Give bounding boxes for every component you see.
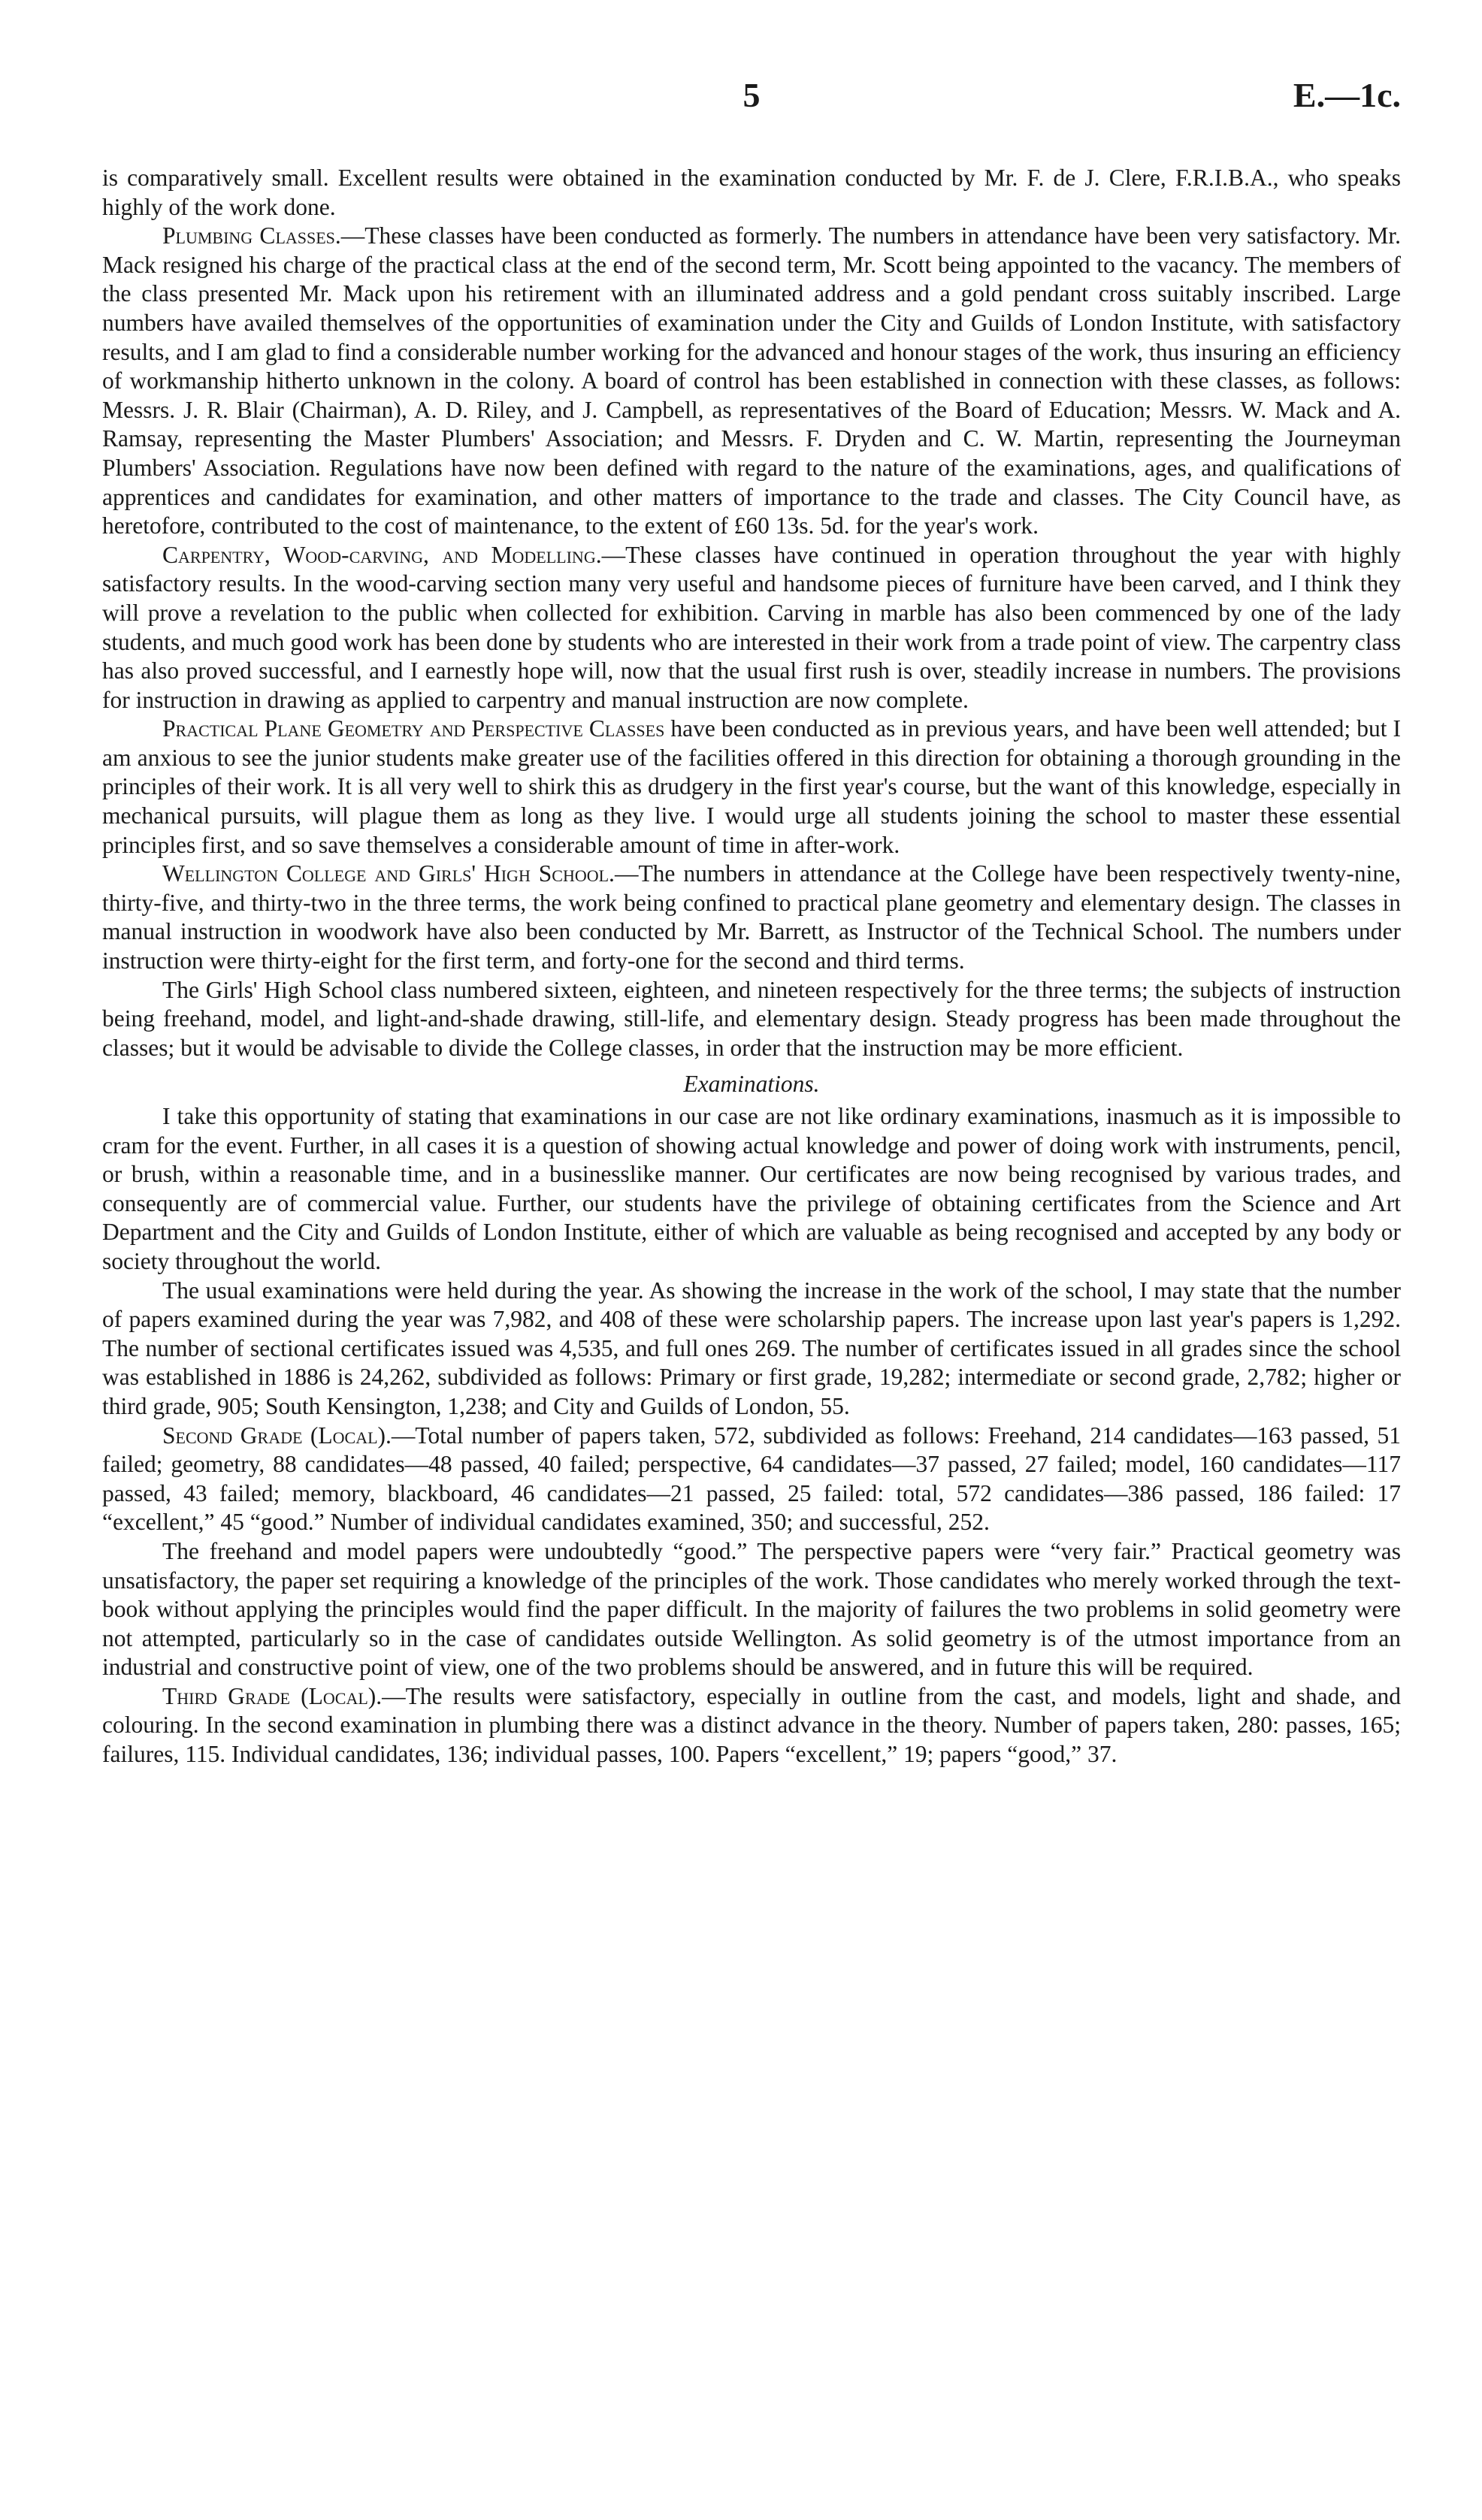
paragraph-text: The freehand and model papers were undoubtedly “good.” The perspective papers were “very fair.” Practical geometry was unsatisfactory, the paper set requiring a knowledge of the principles of the work. Those candidates who merely worked through the text-book without applying the principles would find the paper difficult. In the majority of failures the two problems in solid geometry were not attempted, particularly so in the case of candidates outside Wellington. As solid geometry is of the utmost importance from an industrial and constructive point of view, one of the two problems should be answered, and in future this will be required. xyxy=(102,1537,1401,1681)
paragraph-intro xyxy=(102,164,1401,222)
paragraph-freehand-model xyxy=(102,1537,1401,1682)
paragraph-text: —These classes have continued in operation throughout the year with highly satisfactory results. In the wood-carving section many very useful and handsome pieces of furniture have been carved, and I think they will prove a revelation to the public when collected for exhibition. Carving in marble has also been commenced by one of the lady students, and much good work has been done by students who are interested in their work from a trade point of view. The carpentry class has also proved successful, and I earnestly hope will, now that the usual first rush is over, steadily increase in numbers. The provisions for instruction in drawing as applied to carpentry and manual instruction are now complete. xyxy=(102,541,1401,713)
paragraph-heading: Practical Plane Geometry and Perspective Classes xyxy=(162,715,665,742)
page-header xyxy=(102,75,1401,143)
paragraph-text: have been conducted as in previous years, and have been well attended; but I am anxious to see the junior students make greater use of the facilities offered in this direction for obtaining a thorough grounding in the principles of their work. It is all very well to shirk this as drudgery in the first year's course, but the want of this knowledge, especially in mechanical pursuits, will plague them as long as they live. I would urge all students joining the school to master these essential principles first, and so save themselves a considerable amount of time in after-work. xyxy=(102,715,1401,858)
paragraph-usual-examinations xyxy=(102,1277,1401,1422)
paragraph-girls-high-school xyxy=(102,976,1401,1063)
paragraph-text: is comparatively small. Excellent results were obtained in the examination conducted by Mr. F. de J. Clere, F.R.I.B.A., who speaks highly of the work done. xyxy=(102,165,1401,220)
paragraph-third-grade xyxy=(102,1682,1401,1769)
paragraph-text: —The numbers in attendance at the College have been respectively twenty-nine, thirty-five, and thirty-two in the three terms, the work being confined to practical plane geometry and elementary design. The classes in manual instruction in woodwork have also been conducted by Mr. Barrett, as Instructor of the Technical School. The numbers under instruction were thirty-eight for the first term, and forty-one for the second and third terms. xyxy=(102,860,1401,974)
paragraph-heading: Third Grade (Local). xyxy=(162,1682,383,1709)
paragraph-text: The Girls' High School class numbered sixteen, eighteen, and nineteen respectively for the three terms; the subjects of instruction being freehand, model, and light-and-shade drawing, still-life, and elementary design. Steady progress has been made throughout the classes; but it would be advisable to divide the College classes, in order that the instruction may be more efficient. xyxy=(102,976,1401,1061)
paragraph-heading: Plumbing Classes. xyxy=(162,222,341,249)
page-number: 5 xyxy=(743,76,761,114)
document-reference: E.—1c. xyxy=(1293,76,1401,114)
document-body xyxy=(102,164,1401,1769)
paragraph-wellington-college xyxy=(102,860,1401,975)
paragraph-heading: Wellington College and Girls' High School. xyxy=(162,860,615,887)
paragraph-plumbing-classes xyxy=(102,222,1401,541)
paragraph-carpentry xyxy=(102,541,1401,715)
paragraph-text: The usual examinations were held during the year. As showing the increase in the work of the school, I may state that the number of papers examined during the year was 7,982, and 408 of these were scholarship papers. The increase upon last year's papers is 1,292. The number of sectional certificates issued was 4,535, and full ones 269. The number of certificates issued in all grades since the school was established in 1886 is 24,262, subdivided as follows: Primary or first grade, 19,282; intermediate or second grade, 2,782; higher or third grade, 905; South Kensington, 1,238; and City and Guilds of London, 55. xyxy=(102,1277,1401,1419)
section-title-examinations: Examinations. xyxy=(683,1071,820,1098)
paragraph-heading: Second Grade (Local). xyxy=(162,1422,392,1449)
paragraph-text: —The results were satisfactory, especially in outline from the cast, and models, light and shade, and colouring. In the second examination in plumbing there was a distinct advance in the theory. Number of papers taken, 280: passes, 165; failures, 115. Individual candidates, 136; individual passes, 100. Papers “excellent,” 19; papers “good,” 37. xyxy=(102,1682,1401,1768)
paragraph-second-grade xyxy=(102,1422,1401,1537)
paragraph-plane-geometry xyxy=(102,715,1401,860)
paragraph-examinations-intro xyxy=(102,1102,1401,1277)
paragraph-text: —Total number of papers taken, 572, subdivided as follows: Freehand, 214 candidates—163 passed, 51 failed; geometry, 88 candidates—48 passed, 40 failed; perspective, 64 candidates—37 passed, 27 failed; model, 160 candidates—117 passed, 43 failed; memory, blackboard, 46 candidates—21 passed, 25 failed: total, 572 candidates—386 passed, 186 failed: 17 “excellent,” 45 “good.” Number of individual candidates examined, 350; and successful, 252. xyxy=(102,1422,1401,1536)
paragraph-text: I take this opportunity of stating that examinations in our case are not like ordinary examinations, inasmuch as it is impossible to cram for the event. Further, in all cases it is a question of showing actual knowledge and power of doing work with instruments, pencil, or brush, within a reasonable time, and in a businesslike manner. Our certificates are now being recognised by various trades, and consequently are of commercial value. Further, our students have the privilege of obtaining certificates from the Science and Art Department and the City and Guilds of London Institute, either of which are valuable as being recognised and accepted by any body or society throughout the world. xyxy=(102,1103,1401,1274)
paragraph-heading: Carpentry, Wood-carving, and Modelling. xyxy=(162,541,602,568)
paragraph-text: —These classes have been conducted as formerly. The numbers in attendance have been very satisfactory. Mr. Mack resigned his charge of the practical class at the end of the second term, Mr. Scott being appointed to the vacancy. The members of the class presented Mr. Mack upon his retirement with an illuminated address and a gold pendant cross suitably inscribed. Large numbers have availed themselves of the opportunities of examination under the City and Guilds of London Institute, with satisfactory results, and I am glad to find a considerable number working for the advanced and honour stages of the work, thus insuring an efficiency of workmanship hitherto unknown in the colony. A board of control has been established in connection with these classes, as follows: Messrs. J. R. Blair (Chairman), A. D. Riley, and J. Campbell, as representatives of the Board of Education; Messrs. W. Mack and A. Ramsay, representing the Master Plumbers' Association; and Messrs. F. Dryden and C. W. Martin, representing the Journeyman Plumbers' Association. Regulations have now been defined with regard to the nature of the examinations, ages, and qualifications of apprentices and candidates for examination, and other matters of importance to the trade and classes. The City Council have, as heretofore, contributed to the cost of maintenance, to the extent of £60 13s. 5d. for the year's work. xyxy=(102,222,1401,539)
